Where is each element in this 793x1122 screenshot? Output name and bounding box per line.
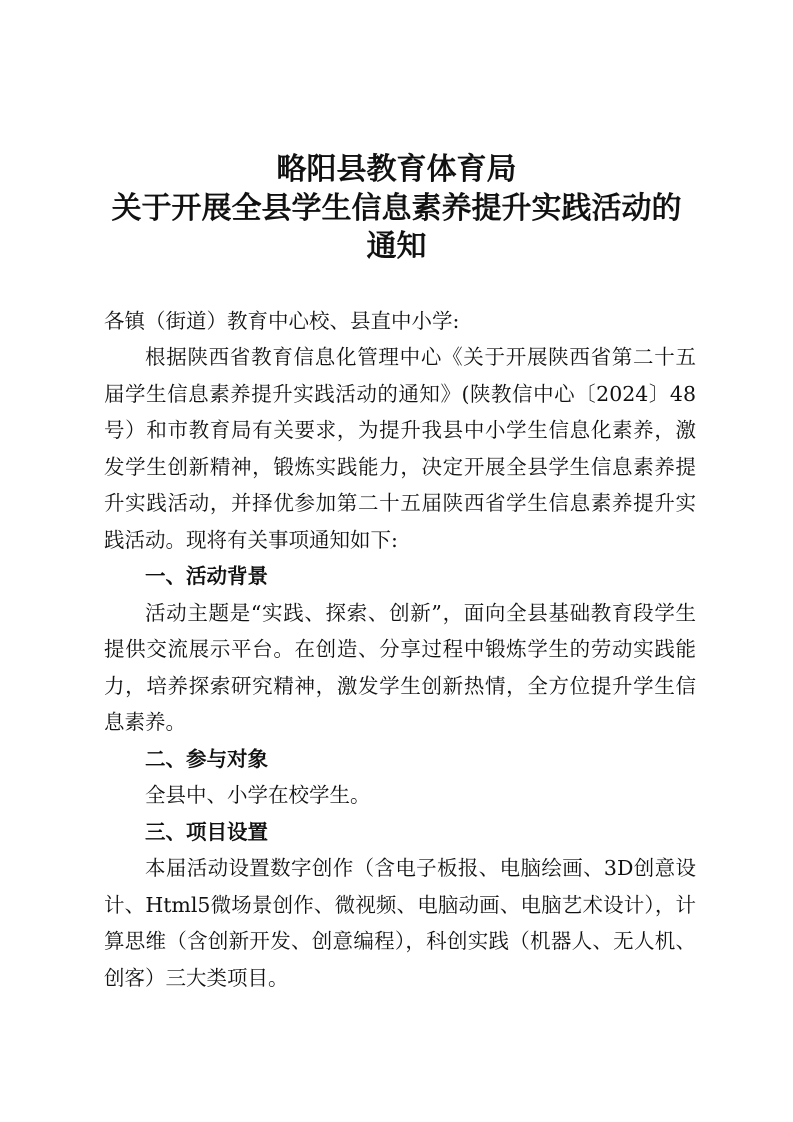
section-heading-projects: 三、项目设置 xyxy=(145,819,268,844)
section-heading-background: 一、活动背景 xyxy=(145,564,268,588)
section-text-projects: 本届活动设置数字创作（含电子板报、电脑绘画、3D创意设计、Html5微场景创作、微视频、电脑动画、电脑艺术设计），计算思维（含创新开发、创意编程），科创实践（机器人、无人机、创客）三大类项目。 xyxy=(104,856,696,990)
salutation: 各镇（街道）教育中心校、县直中小学: xyxy=(104,309,460,333)
section-text-participants: 全县中、小学在校学生。 xyxy=(145,783,371,807)
section-text-background: 活动主题是“实践、探索、创新”，面向全县基础教育段学生提供交流展示平台。在创造、分享过程中锻炼学生的劳动实践能力，培养探索研究精神，激发学生创新热情，全方位提升学生信息素养。 xyxy=(104,600,696,734)
document-title-line-2: 关于开展全县学生信息素养提升实践活动的 xyxy=(111,191,682,226)
section-heading-participants: 二、参与对象 xyxy=(145,746,268,771)
document-body xyxy=(104,339,696,996)
document-title-line-1: 略阳县教育体育局 xyxy=(276,152,517,187)
intro-paragraph: 根据陕西省教育信息化管理中心《关于开展陕西省第二十五届学生信息素养提升实践活动的通知》(陕教信中心〔2024〕48号）和市教育局有关要求，为提升我县中小学生信息化素养，激发学生创新精神，锻炼实践能力，决定开展全县学生信息素养提升实践活动，并择优参加第二十五届陕西省学生信息素养提升实践活动。现将有关事项通知如下: xyxy=(104,345,696,552)
document-title-line-3: 通知 xyxy=(366,229,427,264)
